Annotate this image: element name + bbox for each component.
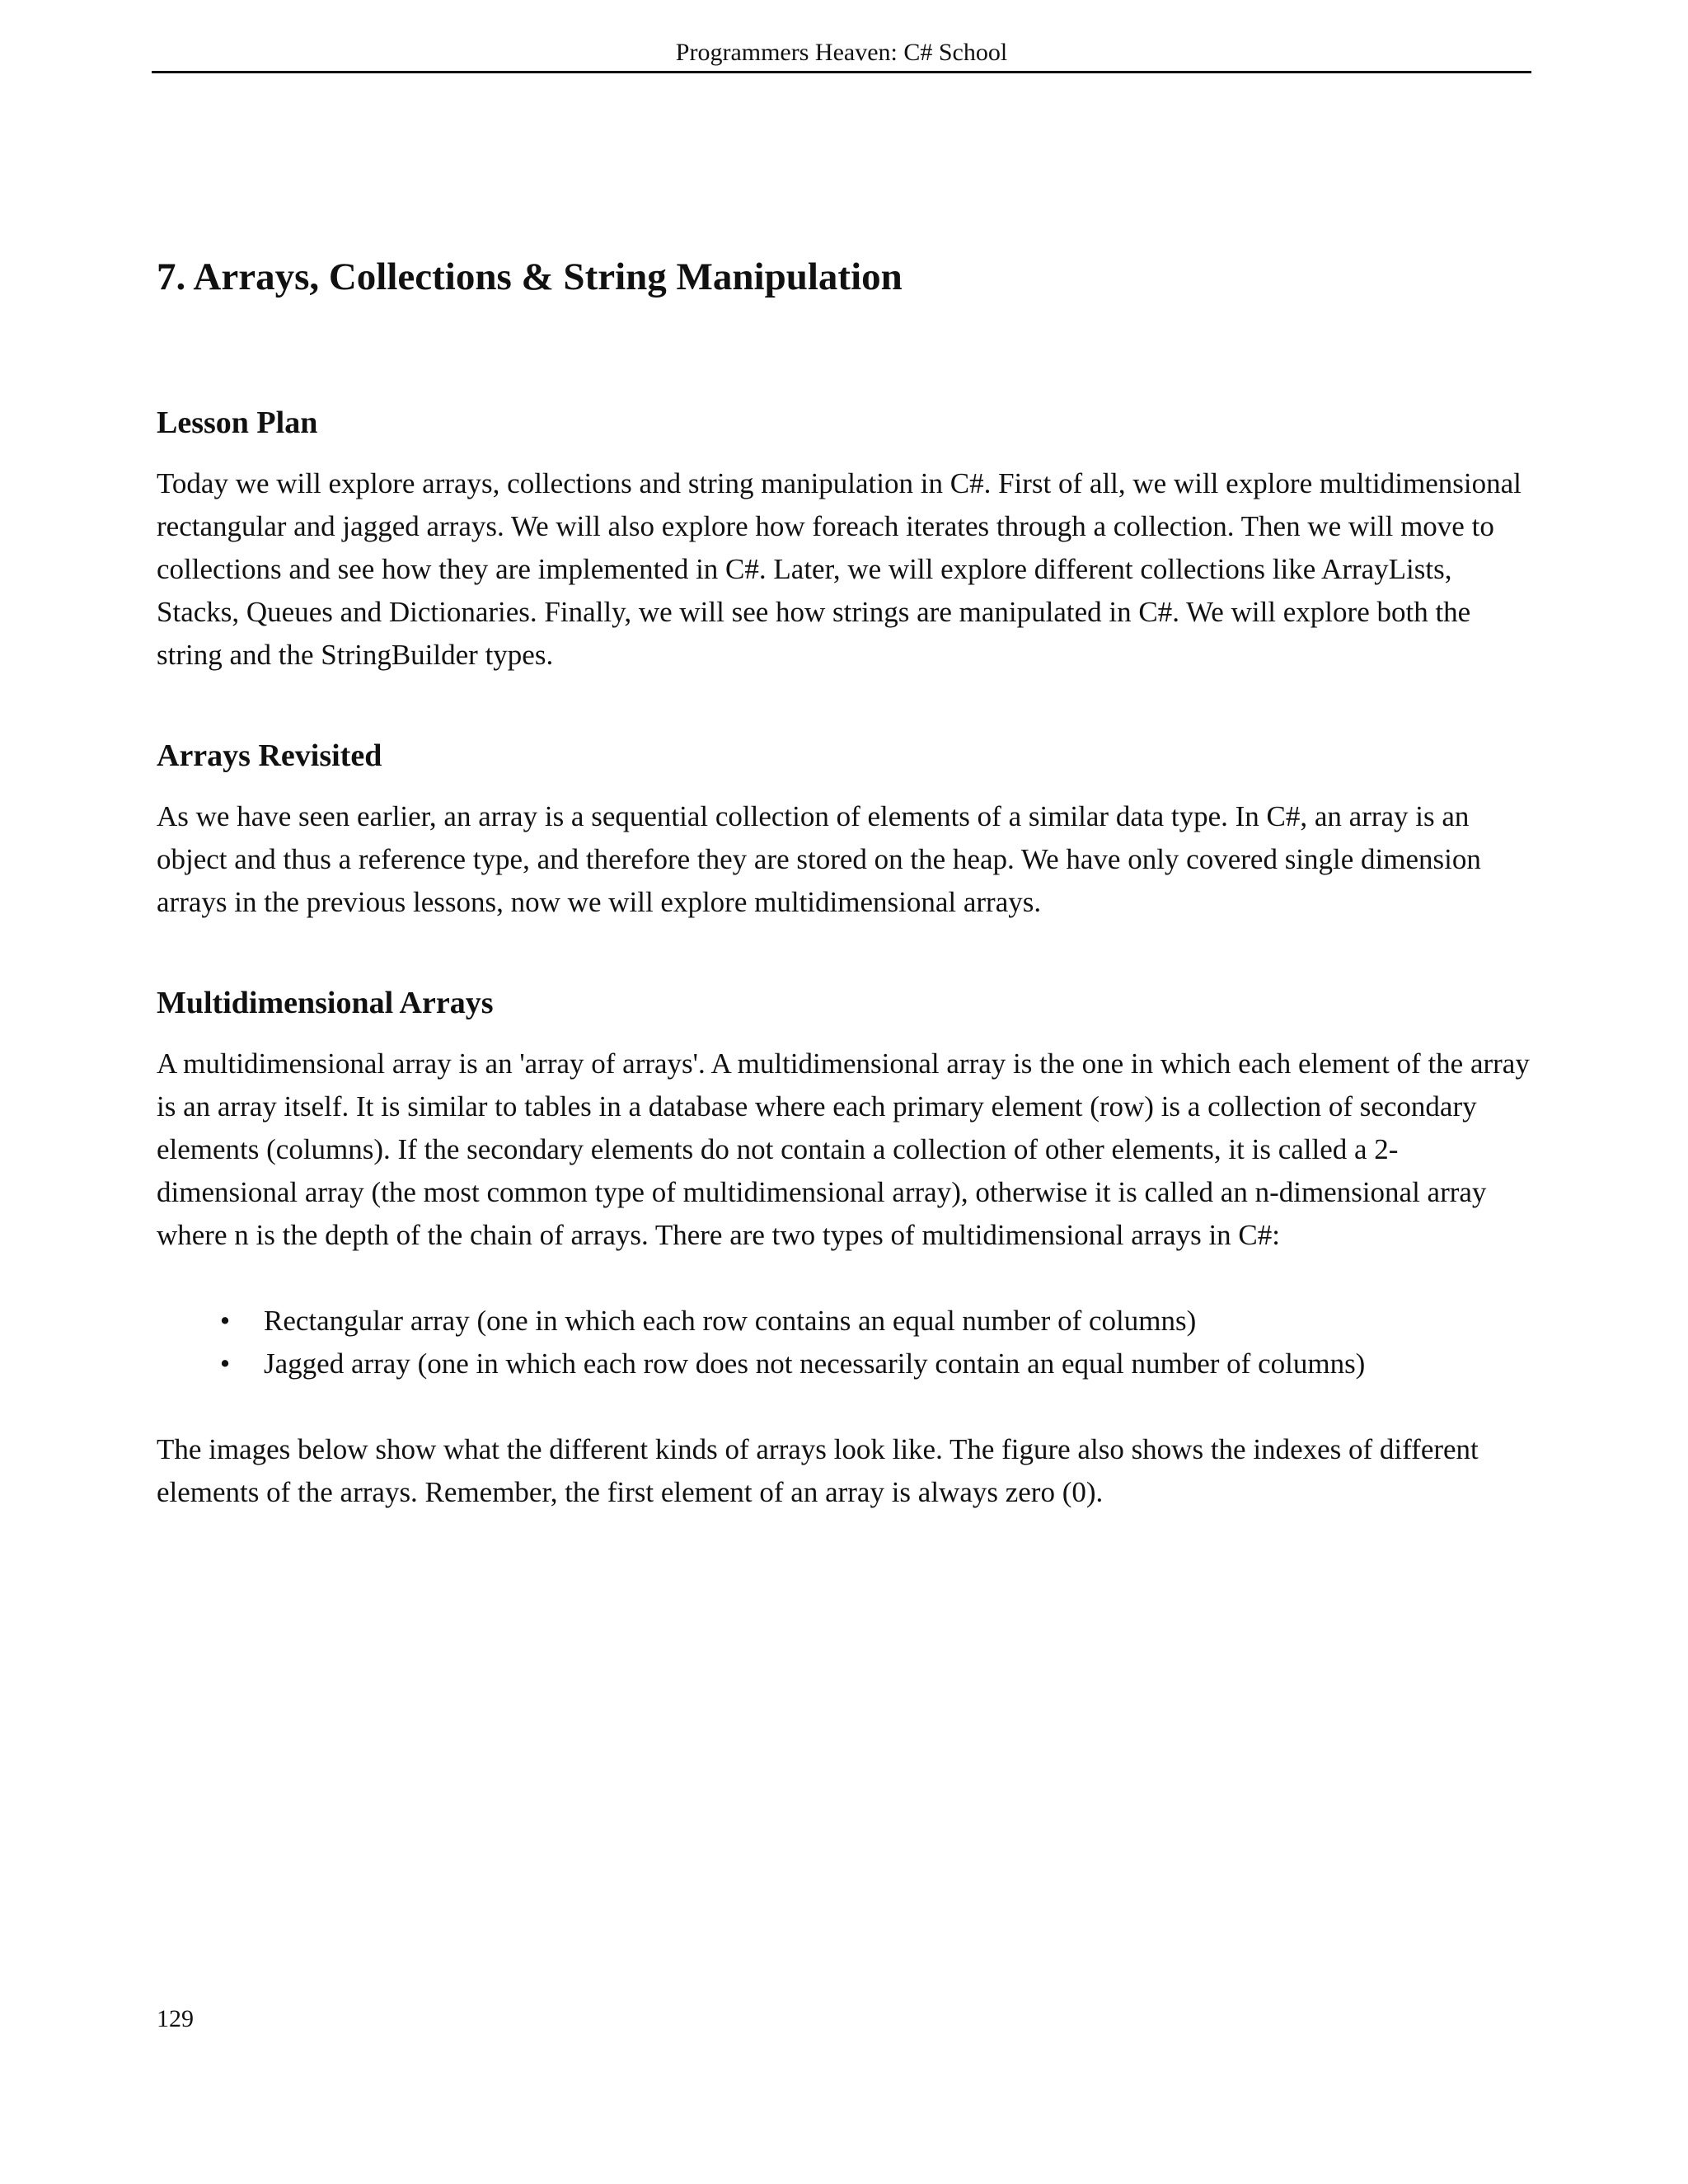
list-item-jagged-array: [157, 1343, 1538, 1385]
header-title: Programmers Heaven: C# School: [675, 39, 1008, 66]
page-header: [152, 36, 1531, 73]
multidimensional-arrays-paragraph: A multidimensional array is an 'array of arrays'. A multidimensional array is the one in which each element of the array is an array itself. It is similar to tables in a database where each primary element (row) is a collection of secondary elements (columns). If the secondary elements do not contain a collection of other elements, it is called a 2-dimensional array (the most common type of multidimensional array), otherwise it is called an n-dimensional array where n is the depth of the chain of arrays. There are two types of multidimensional arrays in C#:: [157, 1047, 1530, 1251]
multidimensional-arrays-heading: Multidimensional Arrays: [157, 986, 494, 1020]
array-images-paragraph: The images below show what the different kinds of arrays look like. The figure also shows the indexes of different elements of the arrays. Remember, the first element of an array is always zero (0).: [157, 1433, 1479, 1508]
array-types-list: [157, 1300, 1538, 1385]
document-content: [157, 244, 1538, 1514]
lesson-plan-section: [157, 396, 1538, 677]
bullet-icon: •: [219, 1347, 231, 1380]
lesson-plan-paragraph: Today we will explore arrays, collections and string manipulation in C#. First of all, we will explore multidimensional rectangular and jagged arrays. We will also explore how foreach iterates through a collection. Then we will move to collections and see how they are implemented in C#. Later, we will explore different collections like ArrayLists, Stacks, Queues and Dictionaries. Finally, we will see how strings are manipulated in C#. We will explore both the string and the StringBuilder types.: [157, 467, 1522, 671]
multidimensional-arrays-section: [157, 977, 1538, 1514]
section-spacer: [157, 677, 1538, 729]
arrays-revisited-section: [157, 729, 1538, 924]
list-item-text: Jagged array (one in which each row does not necessarily contain an equal number of columns): [264, 1347, 1366, 1380]
list-item-text: Rectangular array (one in which each row contains an equal number of columns): [264, 1305, 1197, 1337]
arrays-revisited-paragraph: As we have seen earlier, an array is a sequential collection of elements of a similar data type. In C#, an array is an object and thus a reference type, and therefore they are stored on the heap. We have only covered single dimension arrays in the previous lessons, now we will explore multidimensional arrays.: [157, 800, 1481, 918]
arrays-revisited-heading: Arrays Revisited: [157, 738, 382, 773]
section-spacer: [157, 924, 1538, 977]
chapter-title: 7. Arrays, Collections & String Manipulation: [157, 255, 903, 298]
list-item-rectangular-array: [157, 1300, 1538, 1343]
bullet-icon: •: [219, 1305, 231, 1337]
page-number: 129: [157, 2005, 194, 2032]
lesson-plan-heading: Lesson Plan: [157, 405, 318, 440]
